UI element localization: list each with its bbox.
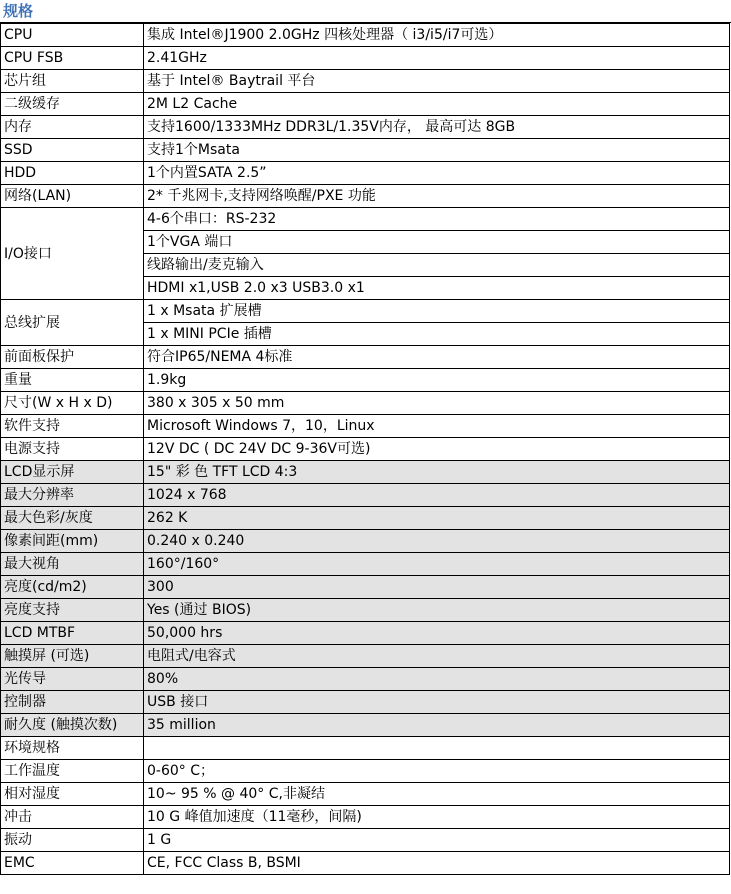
spec-label: 软件支持: [1, 415, 144, 438]
spec-label: 内存: [1, 116, 144, 139]
spec-value: 12V DC ( DC 24V DC 9-36V可选): [144, 438, 730, 461]
spec-value: 15" 彩 色 TFT LCD 4:3: [144, 461, 730, 484]
spec-label: HDD: [1, 162, 144, 185]
spec-value: USB 接口: [144, 691, 730, 714]
spec-label: 网络(LAN): [1, 185, 144, 208]
table-row: [1, 392, 730, 415]
spec-label: 芯片组: [1, 70, 144, 93]
spec-label: LCD MTBF: [1, 622, 144, 645]
spec-value: 2.41GHz: [144, 47, 730, 70]
spec-label: 冲击: [1, 806, 144, 829]
table-row: [1, 70, 730, 93]
spec-value: 0.240 x 0.240: [144, 530, 730, 553]
spec-value: 支持1600/1333MHz DDR3L/1.35V内存， 最高可达 8GB: [144, 116, 730, 139]
spec-value: 380 x 305 x 50 mm: [144, 392, 730, 415]
spec-label: 工作温度: [1, 760, 144, 783]
table-row: [1, 806, 730, 829]
spec-label: 重量: [1, 369, 144, 392]
spec-label: 光传导: [1, 668, 144, 691]
spec-value: 10~ 95 % @ 40° C,非凝结: [144, 783, 730, 806]
table-row: [1, 47, 730, 70]
spec-label: 最大色彩/灰度: [1, 507, 144, 530]
spec-label: 尺寸(W x H x D): [1, 392, 144, 415]
table-row: [1, 576, 730, 599]
spec-label: 最大视角: [1, 553, 144, 576]
spec-label: 电源支持: [1, 438, 144, 461]
spec-value: Microsoft Windows 7，10，Linux: [144, 415, 730, 438]
spec-label: 前面板保护: [1, 346, 144, 369]
table-row: [1, 139, 730, 162]
spec-value: 300: [144, 576, 730, 599]
spec-label: 触摸屏 (可选): [1, 645, 144, 668]
spec-label: CPU FSB: [1, 47, 144, 70]
table-row: [1, 162, 730, 185]
table-row: [1, 93, 730, 116]
table-row: [1, 415, 730, 438]
spec-label: 亮度(cd/m2): [1, 576, 144, 599]
spec-value: [144, 737, 730, 760]
spec-label: 环境规格: [1, 737, 144, 760]
spec-label: CPU: [1, 24, 144, 47]
spec-value: 集成 Intel®J1900 2.0GHz 四核处理器（ i3/i5/i7可选）: [144, 24, 730, 47]
spec-value: 1个VGA 端口: [144, 231, 730, 254]
spec-value: 35 million: [144, 714, 730, 737]
table-row: [1, 829, 730, 852]
spec-label: 二级缓存: [1, 93, 144, 116]
spec-value: 1 x Msata 扩展槽: [144, 300, 730, 323]
table-row: [1, 783, 730, 806]
spec-table: [0, 23, 730, 875]
spec-value: 电阻式/电容式: [144, 645, 730, 668]
table-row: [1, 599, 730, 622]
table-row: [1, 116, 730, 139]
table-row: [1, 737, 730, 760]
spec-label: 像素间距(mm): [1, 530, 144, 553]
table-row: [1, 668, 730, 691]
spec-value: 1 x MINI PCIe 插槽: [144, 323, 730, 346]
table-row: [1, 622, 730, 645]
table-row: [1, 852, 730, 875]
table-row: [1, 507, 730, 530]
spec-value: HDMI x1,USB 2.0 x3 USB3.0 x1: [144, 277, 730, 300]
spec-value: 50,000 hrs: [144, 622, 730, 645]
spec-label: SSD: [1, 139, 144, 162]
spec-label: 最大分辨率: [1, 484, 144, 507]
spec-value: 线路输出/麦克输入: [144, 254, 730, 277]
spec-value: 2M L2 Cache: [144, 93, 730, 116]
table-row: [1, 530, 730, 553]
table-row: [1, 461, 730, 484]
spec-value: 1 G: [144, 829, 730, 852]
table-row: [1, 691, 730, 714]
spec-value: 1024 x 768: [144, 484, 730, 507]
spec-label: 耐久度 (触摸次数): [1, 714, 144, 737]
spec-label: 振动: [1, 829, 144, 852]
spec-label: 控制器: [1, 691, 144, 714]
table-row: [1, 24, 730, 47]
table-row: [1, 208, 730, 231]
spec-label: 相对湿度: [1, 783, 144, 806]
spec-value: 160°/160°: [144, 553, 730, 576]
table-row: [1, 185, 730, 208]
table-row: [1, 484, 730, 507]
spec-value: 2* 千兆网卡,支持网络唤醒/PXE 功能: [144, 185, 730, 208]
spec-value: 1.9kg: [144, 369, 730, 392]
table-row: [1, 760, 730, 783]
table-row: [1, 645, 730, 668]
spec-label: I/O接口: [1, 208, 144, 300]
spec-label: 亮度支持: [1, 599, 144, 622]
spec-value: 10 G 峰值加速度（11毫秒，间隔): [144, 806, 730, 829]
spec-value: 支持1个Msata: [144, 139, 730, 162]
table-row: [1, 553, 730, 576]
spec-value: 基于 Intel® Baytrail 平台: [144, 70, 730, 93]
spec-label: EMC: [1, 852, 144, 875]
spec-label: LCD显示屏: [1, 461, 144, 484]
section-title: 规格: [0, 0, 731, 23]
spec-value: 符合IP65/NEMA 4标准: [144, 346, 730, 369]
spec-value: 1个内置SATA 2.5”: [144, 162, 730, 185]
table-row: [1, 714, 730, 737]
table-row: [1, 438, 730, 461]
spec-value: 0-60° C；: [144, 760, 730, 783]
spec-value: 4-6个串口：RS-232: [144, 208, 730, 231]
table-row: [1, 300, 730, 323]
spec-value: 80%: [144, 668, 730, 691]
spec-value: CE, FCC Class B, BSMI: [144, 852, 730, 875]
table-row: [1, 369, 730, 392]
spec-label: 总线扩展: [1, 300, 144, 346]
spec-value: Yes (通过 BIOS): [144, 599, 730, 622]
spec-value: 262 K: [144, 507, 730, 530]
table-row: [1, 346, 730, 369]
